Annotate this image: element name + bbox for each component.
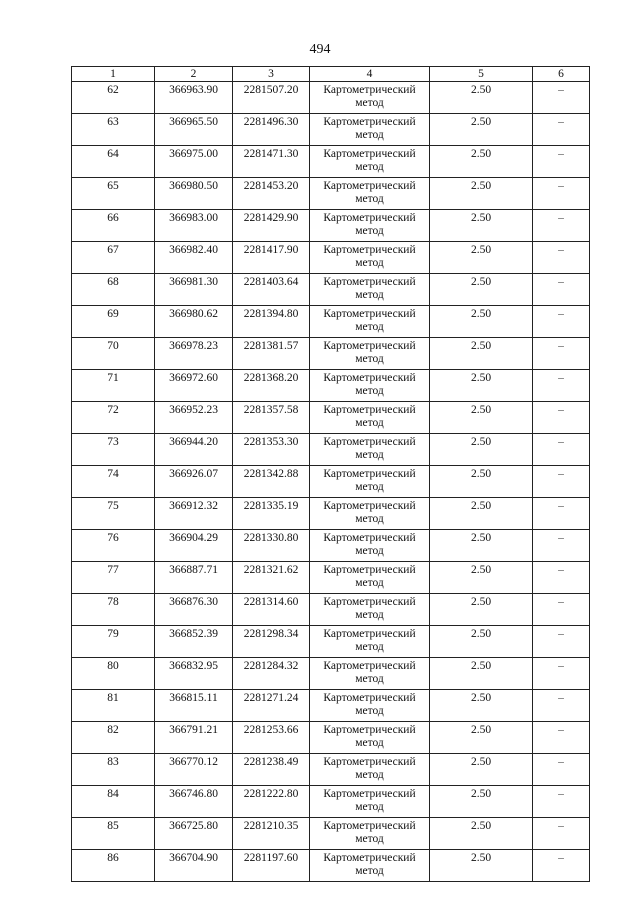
table-row — [72, 114, 590, 146]
note-cell: – — [533, 338, 590, 370]
point-number-cell: 70 — [72, 338, 155, 370]
table-row — [72, 434, 590, 466]
point-number-cell: 72 — [72, 402, 155, 434]
table-row — [72, 370, 590, 402]
note-cell: – — [533, 530, 590, 562]
method-cell: Картометрический метод — [310, 690, 430, 722]
note-cell: – — [533, 722, 590, 754]
point-number-cell: 69 — [72, 306, 155, 338]
note-cell: – — [533, 274, 590, 306]
x-coordinate-cell: 366944.20 — [155, 434, 233, 466]
x-coordinate-cell: 366770.12 — [155, 754, 233, 786]
coordinates-table — [71, 66, 590, 882]
y-coordinate-cell: 2281507.20 — [233, 82, 310, 114]
x-coordinate-cell: 366876.30 — [155, 594, 233, 626]
note-cell: – — [533, 754, 590, 786]
point-number-cell: 80 — [72, 658, 155, 690]
method-cell: Картометрический метод — [310, 210, 430, 242]
point-number-cell: 86 — [72, 850, 155, 882]
method-cell: Картометрический метод — [310, 146, 430, 178]
x-coordinate-cell: 366982.40 — [155, 242, 233, 274]
method-cell: Картометрический метод — [310, 306, 430, 338]
method-cell: Картометрический метод — [310, 338, 430, 370]
point-number-cell: 75 — [72, 498, 155, 530]
y-coordinate-cell: 2281330.80 — [233, 530, 310, 562]
note-cell: – — [533, 114, 590, 146]
note-cell: – — [533, 690, 590, 722]
accuracy-cell: 2.50 — [430, 594, 533, 626]
note-cell: – — [533, 82, 590, 114]
accuracy-cell: 2.50 — [430, 338, 533, 370]
table-row — [72, 690, 590, 722]
y-coordinate-cell: 2281284.32 — [233, 658, 310, 690]
y-coordinate-cell: 2281471.30 — [233, 146, 310, 178]
x-coordinate-cell: 366725.80 — [155, 818, 233, 850]
table-row — [72, 242, 590, 274]
method-cell: Картометрический метод — [310, 818, 430, 850]
note-cell: – — [533, 498, 590, 530]
table-row — [72, 818, 590, 850]
point-number-cell: 84 — [72, 786, 155, 818]
accuracy-cell: 2.50 — [430, 690, 533, 722]
method-cell: Картометрический метод — [310, 530, 430, 562]
accuracy-cell: 2.50 — [430, 434, 533, 466]
accuracy-cell: 2.50 — [430, 178, 533, 210]
y-coordinate-cell: 2281496.30 — [233, 114, 310, 146]
column-header: 4 — [310, 67, 430, 82]
x-coordinate-cell: 366981.30 — [155, 274, 233, 306]
accuracy-cell: 2.50 — [430, 146, 533, 178]
method-cell: Картометрический метод — [310, 594, 430, 626]
method-cell: Картометрический метод — [310, 658, 430, 690]
method-cell: Картометрический метод — [310, 114, 430, 146]
point-number-cell: 78 — [72, 594, 155, 626]
table-row — [72, 594, 590, 626]
y-coordinate-cell: 2281429.90 — [233, 210, 310, 242]
x-coordinate-cell: 366815.11 — [155, 690, 233, 722]
point-number-cell: 83 — [72, 754, 155, 786]
note-cell: – — [533, 146, 590, 178]
accuracy-cell: 2.50 — [430, 274, 533, 306]
method-cell: Картометрический метод — [310, 402, 430, 434]
table-body — [72, 82, 590, 882]
y-coordinate-cell: 2281210.35 — [233, 818, 310, 850]
table-row — [72, 274, 590, 306]
accuracy-cell: 2.50 — [430, 114, 533, 146]
x-coordinate-cell: 366983.00 — [155, 210, 233, 242]
accuracy-cell: 2.50 — [430, 722, 533, 754]
note-cell: – — [533, 626, 590, 658]
accuracy-cell: 2.50 — [430, 210, 533, 242]
point-number-cell: 67 — [72, 242, 155, 274]
note-cell: – — [533, 562, 590, 594]
table-row — [72, 626, 590, 658]
accuracy-cell: 2.50 — [430, 530, 533, 562]
accuracy-cell: 2.50 — [430, 754, 533, 786]
accuracy-cell: 2.50 — [430, 562, 533, 594]
note-cell: – — [533, 594, 590, 626]
table-row — [72, 146, 590, 178]
table-row — [72, 306, 590, 338]
method-cell: Картометрический метод — [310, 850, 430, 882]
x-coordinate-cell: 366832.95 — [155, 658, 233, 690]
column-header: 6 — [533, 67, 590, 82]
y-coordinate-cell: 2281314.60 — [233, 594, 310, 626]
point-number-cell: 77 — [72, 562, 155, 594]
x-coordinate-cell: 366965.50 — [155, 114, 233, 146]
note-cell: – — [533, 850, 590, 882]
page-number: 494 — [309, 42, 331, 57]
note-cell: – — [533, 658, 590, 690]
x-coordinate-cell: 366791.21 — [155, 722, 233, 754]
method-cell: Картометрический метод — [310, 466, 430, 498]
table-row — [72, 722, 590, 754]
accuracy-cell: 2.50 — [430, 850, 533, 882]
point-number-cell: 76 — [72, 530, 155, 562]
x-coordinate-cell: 366980.62 — [155, 306, 233, 338]
y-coordinate-cell: 2281453.20 — [233, 178, 310, 210]
table-row — [72, 786, 590, 818]
note-cell: – — [533, 178, 590, 210]
point-number-cell: 68 — [72, 274, 155, 306]
method-cell: Картометрический метод — [310, 434, 430, 466]
table-header-row — [72, 67, 590, 82]
x-coordinate-cell: 366904.29 — [155, 530, 233, 562]
x-coordinate-cell: 366852.39 — [155, 626, 233, 658]
point-number-cell: 85 — [72, 818, 155, 850]
accuracy-cell: 2.50 — [430, 786, 533, 818]
note-cell: – — [533, 242, 590, 274]
point-number-cell: 64 — [72, 146, 155, 178]
point-number-cell: 66 — [72, 210, 155, 242]
method-cell: Картометрический метод — [310, 82, 430, 114]
table-row — [72, 402, 590, 434]
y-coordinate-cell: 2281353.30 — [233, 434, 310, 466]
y-coordinate-cell: 2281197.60 — [233, 850, 310, 882]
x-coordinate-cell: 366978.23 — [155, 338, 233, 370]
x-coordinate-cell: 366963.90 — [155, 82, 233, 114]
x-coordinate-cell: 366912.32 — [155, 498, 233, 530]
column-header: 5 — [430, 67, 533, 82]
table-row — [72, 210, 590, 242]
table-row — [72, 178, 590, 210]
table-row — [72, 850, 590, 882]
column-header: 2 — [155, 67, 233, 82]
y-coordinate-cell: 2281238.49 — [233, 754, 310, 786]
point-number-cell: 74 — [72, 466, 155, 498]
y-coordinate-cell: 2281253.66 — [233, 722, 310, 754]
method-cell: Картометрический метод — [310, 242, 430, 274]
accuracy-cell: 2.50 — [430, 466, 533, 498]
y-coordinate-cell: 2281342.88 — [233, 466, 310, 498]
x-coordinate-cell: 366972.60 — [155, 370, 233, 402]
x-coordinate-cell: 366952.23 — [155, 402, 233, 434]
y-coordinate-cell: 2281335.19 — [233, 498, 310, 530]
x-coordinate-cell: 366980.50 — [155, 178, 233, 210]
accuracy-cell: 2.50 — [430, 402, 533, 434]
point-number-cell: 82 — [72, 722, 155, 754]
column-header: 3 — [233, 67, 310, 82]
point-number-cell: 81 — [72, 690, 155, 722]
x-coordinate-cell: 366926.07 — [155, 466, 233, 498]
point-number-cell: 73 — [72, 434, 155, 466]
method-cell: Картометрический метод — [310, 562, 430, 594]
accuracy-cell: 2.50 — [430, 658, 533, 690]
accuracy-cell: 2.50 — [430, 82, 533, 114]
accuracy-cell: 2.50 — [430, 818, 533, 850]
table-row — [72, 498, 590, 530]
table-row — [72, 754, 590, 786]
note-cell: – — [533, 210, 590, 242]
point-number-cell: 63 — [72, 114, 155, 146]
point-number-cell: 62 — [72, 82, 155, 114]
y-coordinate-cell: 2281321.62 — [233, 562, 310, 594]
table-row — [72, 338, 590, 370]
table-row — [72, 466, 590, 498]
method-cell: Картометрический метод — [310, 754, 430, 786]
point-number-cell: 79 — [72, 626, 155, 658]
accuracy-cell: 2.50 — [430, 306, 533, 338]
x-coordinate-cell: 366975.00 — [155, 146, 233, 178]
method-cell: Картометрический метод — [310, 370, 430, 402]
accuracy-cell: 2.50 — [430, 626, 533, 658]
y-coordinate-cell: 2281417.90 — [233, 242, 310, 274]
y-coordinate-cell: 2281368.20 — [233, 370, 310, 402]
point-number-cell: 65 — [72, 178, 155, 210]
method-cell: Картометрический метод — [310, 498, 430, 530]
note-cell: – — [533, 370, 590, 402]
table-row — [72, 530, 590, 562]
y-coordinate-cell: 2281381.57 — [233, 338, 310, 370]
x-coordinate-cell: 366704.90 — [155, 850, 233, 882]
note-cell: – — [533, 434, 590, 466]
y-coordinate-cell: 2281394.80 — [233, 306, 310, 338]
x-coordinate-cell: 366887.71 — [155, 562, 233, 594]
note-cell: – — [533, 786, 590, 818]
table-row — [72, 562, 590, 594]
table-row — [72, 82, 590, 114]
note-cell: – — [533, 402, 590, 434]
method-cell: Картометрический метод — [310, 274, 430, 306]
method-cell: Картометрический метод — [310, 626, 430, 658]
method-cell: Картометрический метод — [310, 178, 430, 210]
y-coordinate-cell: 2281222.80 — [233, 786, 310, 818]
note-cell: – — [533, 466, 590, 498]
x-coordinate-cell: 366746.80 — [155, 786, 233, 818]
column-header: 1 — [72, 67, 155, 82]
note-cell: – — [533, 818, 590, 850]
accuracy-cell: 2.50 — [430, 498, 533, 530]
point-number-cell: 71 — [72, 370, 155, 402]
table-row — [72, 658, 590, 690]
method-cell: Картометрический метод — [310, 786, 430, 818]
accuracy-cell: 2.50 — [430, 370, 533, 402]
y-coordinate-cell: 2281403.64 — [233, 274, 310, 306]
y-coordinate-cell: 2281357.58 — [233, 402, 310, 434]
method-cell: Картометрический метод — [310, 722, 430, 754]
y-coordinate-cell: 2281271.24 — [233, 690, 310, 722]
accuracy-cell: 2.50 — [430, 242, 533, 274]
note-cell: – — [533, 306, 590, 338]
y-coordinate-cell: 2281298.34 — [233, 626, 310, 658]
